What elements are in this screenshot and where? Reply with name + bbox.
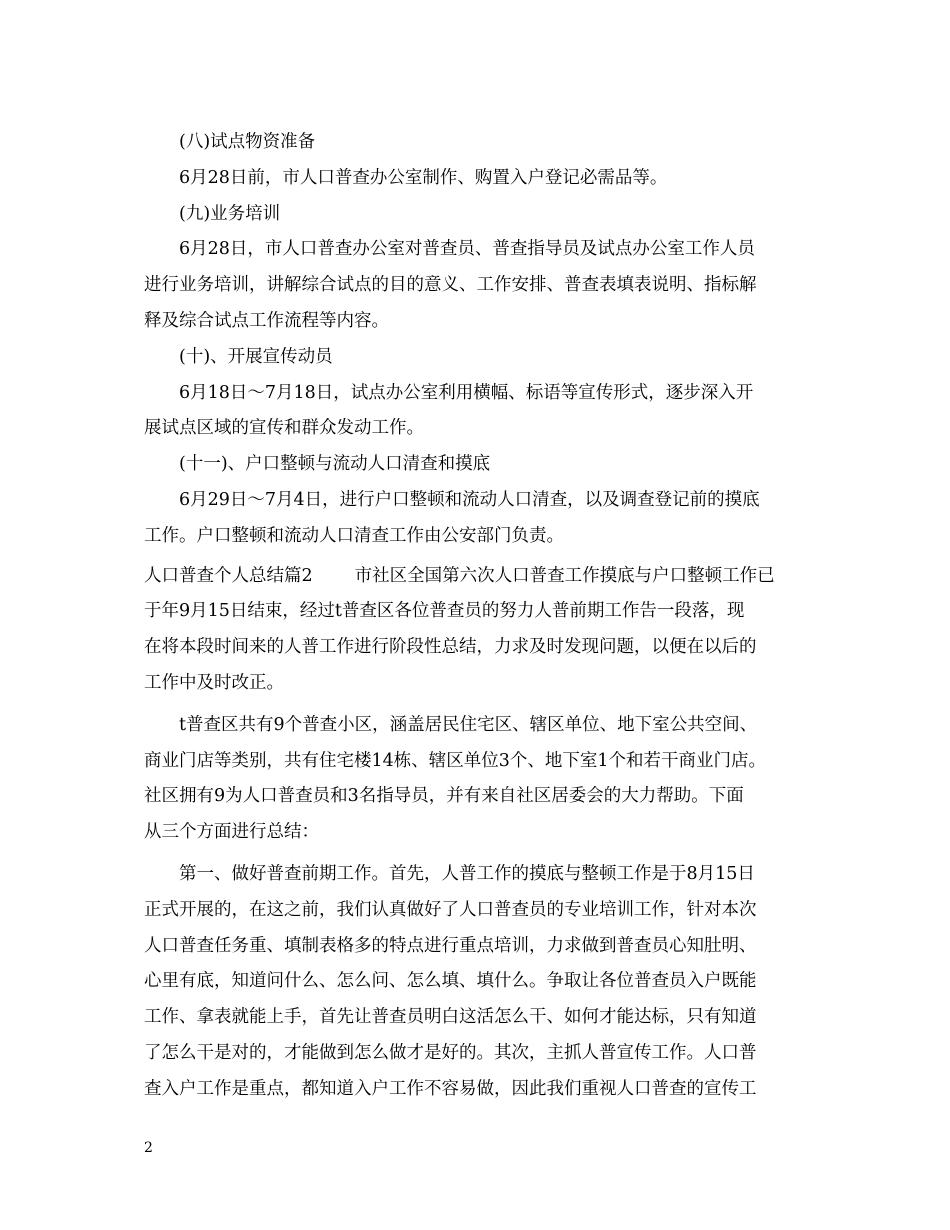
paragraph-line: 社区拥有9为人口普查员和3名指导员，并有来自社区居委会的大力帮助。下面 [144,786,744,807]
paragraph-line: 第一、做好普查前期工作。首先，人普工作的摸底与整顿工作是于8月15日 [179,863,755,884]
paragraph-line: 6月28日，市人口普查办公室对普查员、普查指导员及试点办公室工作人员 [179,239,755,260]
paragraph-line: 心里有底，知道问什么、怎么问、怎么填、填什么。争取让各位普查员入户既能 [144,971,757,992]
paragraph-line: t普查区共有9个普查小区，涵盖居民住宅区、辖区单位、地下室公共空间、 [179,714,758,735]
paragraph-line: 6月29日～7月4日，进行户口整顿和流动人口清查，以及调查登记前的摸底 [179,489,760,510]
paragraph-line: 展试点区域的宣传和群众发动工作。 [144,418,424,439]
paragraph-line: 于年9月15日结束，经过t普查区各位普查员的努力人普前期工作告一段落，现 [144,601,745,622]
paragraph-line: 工作、拿表就能上手，首先让普查员明白这活怎么干、如何才能达标，只有知道 [144,1007,757,1028]
paragraph-line: 进行业务培训，讲解综合试点的目的意义、工作安排、普查表填表说明、指标解 [144,275,757,296]
paragraph-text: 市社区全国第六次人口普查工作摸底与户口整顿工作已 [354,565,775,586]
document-body [144,125,820,1108]
paragraph-line: 正式开展的，在这之前，我们认真做好了人口普查员的专业培训工作，针对本次 [144,899,757,920]
section-heading-11: (十一)、户口整顿与流动人口清查和摸底 [179,454,491,475]
article-title-line [144,559,820,595]
section-heading-10: (十)、开展宣传动员 [179,346,333,367]
article-title: 人口普查个人总结篇2 [144,565,313,586]
paragraph-line: 在将本段时间来的人普工作进行阶段性总结，力求及时发现问题，以便在以后的 [144,637,757,658]
paragraph-line: 工作中及时改正。 [144,672,284,693]
section-heading-9: (九)业务培训 [179,203,281,224]
paragraph-line: 6月18日～7月18日，试点办公室利用横幅、标语等宣传形式，逐步深入开 [179,382,754,403]
paragraph-line: 查入户工作是重点，都知道入户工作不容易做，因此我们重视人口普查的宣传工 [144,1078,757,1099]
paragraph-line: 人口普查任务重、填制表格多的特点进行重点培训，力求做到普查员心知肚明、 [144,935,757,956]
paragraph-line: 6月28日前，市人口普查办公室制作、购置入户登记必需品等。 [179,167,668,188]
section-heading-8: (八)试点物资准备 [179,132,316,152]
paragraph-line: 商业门店等类别，共有住宅楼14栋、辖区单位3个、地下室1个和若干商业门店。 [144,750,767,771]
page-number: 2 [144,1140,153,1156]
paragraph-line: 释及综合试点工作流程等内容。 [144,310,389,331]
paragraph-line: 工作。户口整顿和流动人口清查工作由公安部门负责。 [144,525,564,546]
paragraph-line: 了怎么干是对的，才能做到怎么做才是好的。其次，主抓人普宣传工作。人口普 [144,1042,757,1063]
paragraph-line: 从三个方面进行总结： [144,822,319,843]
